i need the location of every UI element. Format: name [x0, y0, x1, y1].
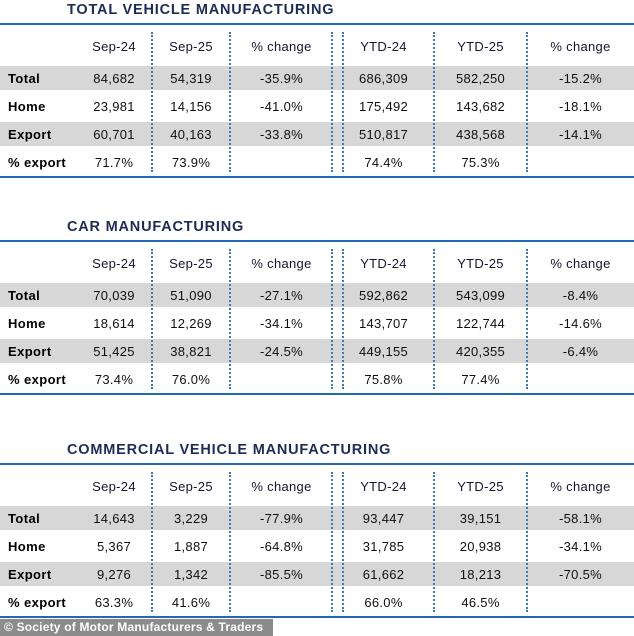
table-row-home: [0, 311, 634, 335]
cell: 84,682: [93, 70, 135, 86]
cell: -27.1%: [260, 287, 303, 303]
cell: 61,662: [362, 566, 405, 582]
cell: 1,887: [173, 538, 209, 554]
table-row-pct-export: [0, 590, 634, 614]
table-row-total: [0, 283, 634, 307]
table-bottom-line: [0, 616, 634, 618]
cell: 77.4%: [461, 371, 500, 387]
row-label: Home: [8, 538, 46, 554]
column-header-ytd24: YTD-24: [360, 38, 407, 54]
data-grid: [0, 472, 634, 614]
column-header-pct-change-ytd: % change: [550, 478, 611, 494]
cell: 686,309: [358, 70, 409, 86]
cell: 60,701: [93, 126, 135, 142]
cell: -41.0%: [260, 98, 303, 114]
row-label: % export: [8, 594, 67, 610]
cell: -18.1%: [559, 98, 602, 114]
cell: 40,163: [170, 126, 212, 142]
cell: 41.6%: [171, 594, 211, 610]
cell: 592,862: [358, 287, 409, 303]
column-header-sep24: Sep-24: [92, 38, 136, 54]
table-row-total: [0, 66, 634, 90]
table-row-total: [0, 506, 634, 530]
cell: -34.1%: [260, 315, 303, 331]
cell: -6.4%: [562, 343, 599, 359]
cell: 73.4%: [94, 371, 134, 387]
column-header-sep25: Sep-25: [169, 478, 213, 494]
cell: -35.9%: [260, 70, 303, 86]
cell: -70.5%: [559, 566, 602, 582]
cell: 54,319: [170, 70, 212, 86]
row-label: Export: [8, 343, 52, 359]
cell: 70,039: [93, 287, 135, 303]
cell: 122,744: [455, 315, 506, 331]
cell: 143,707: [358, 315, 409, 331]
cell: 73.9%: [171, 154, 211, 170]
cell: 71.7%: [94, 154, 134, 170]
table-bottom-line: [0, 393, 634, 395]
title-underline: [0, 23, 634, 25]
column-header-pct-change-month: % change: [251, 478, 312, 494]
column-header-ytd25: YTD-25: [457, 478, 504, 494]
credit-bar: [0, 619, 273, 636]
column-header-sep25: Sep-25: [169, 38, 213, 54]
table-title: COMMERCIAL VEHICLE MANUFACTURING: [67, 442, 392, 458]
row-label: % export: [8, 371, 67, 387]
cell: 143,682: [455, 98, 506, 114]
row-label: % export: [8, 154, 67, 170]
cell: -8.4%: [562, 287, 599, 303]
cell: 14,643: [93, 510, 135, 526]
cell: 46.5%: [461, 594, 500, 610]
cell: 420,355: [455, 343, 506, 359]
cell: 1,342: [173, 566, 209, 582]
table-section-total-vehicle: [0, 0, 634, 178]
table-row-export: [0, 339, 634, 363]
credit-text: © Society of Motor Manufacturers & Traders: [4, 620, 264, 634]
cell: 18,213: [459, 566, 502, 582]
cell: 582,250: [455, 70, 506, 86]
cell: 23,981: [93, 98, 135, 114]
cell: -64.8%: [260, 538, 303, 554]
cell: 543,099: [455, 287, 506, 303]
cell: 31,785: [362, 538, 405, 554]
header-row: [0, 32, 634, 60]
cell: 20,938: [459, 538, 502, 554]
header-row: [0, 249, 634, 277]
column-header-ytd24: YTD-24: [360, 255, 407, 271]
cell: 38,821: [170, 343, 212, 359]
table-row-home: [0, 534, 634, 558]
column-header-pct-change-month: % change: [251, 255, 312, 271]
table-bottom-line: [0, 176, 634, 178]
data-grid: [0, 32, 634, 174]
column-header-sep24: Sep-24: [92, 255, 136, 271]
cell: -34.1%: [559, 538, 602, 554]
table-title: CAR MANUFACTURING: [67, 219, 245, 235]
row-label: Total: [8, 70, 41, 86]
cell: 51,090: [170, 287, 212, 303]
cell: 175,492: [358, 98, 409, 114]
data-grid: [0, 249, 634, 391]
cell: 438,568: [455, 126, 506, 142]
cell: -58.1%: [559, 510, 602, 526]
cell: 39,151: [459, 510, 502, 526]
cell: 12,269: [170, 315, 212, 331]
row-label: Total: [8, 510, 41, 526]
cell: 63.3%: [94, 594, 134, 610]
cell: 51,425: [93, 343, 135, 359]
column-header-pct-change-month: % change: [251, 38, 312, 54]
table-row-export: [0, 562, 634, 586]
row-label: Home: [8, 315, 46, 331]
table-row-pct-export: [0, 367, 634, 391]
table-section-commercial-vehicle: [0, 440, 634, 618]
cell: -77.9%: [260, 510, 303, 526]
header-row: [0, 472, 634, 500]
column-header-sep25: Sep-25: [169, 255, 213, 271]
table-row-pct-export: [0, 150, 634, 174]
cell: 14,156: [170, 98, 212, 114]
table-section-car: [0, 217, 634, 395]
cell: -14.6%: [559, 315, 602, 331]
title-underline: [0, 240, 634, 242]
column-header-ytd24: YTD-24: [360, 478, 407, 494]
cell: -24.5%: [260, 343, 303, 359]
row-label: Export: [8, 566, 52, 582]
table-row-home: [0, 94, 634, 118]
row-label: Home: [8, 98, 46, 114]
cell: 9,276: [96, 566, 132, 582]
cell: -85.5%: [260, 566, 303, 582]
cell: 75.8%: [364, 371, 403, 387]
column-header-ytd25: YTD-25: [457, 38, 504, 54]
cell: 66.0%: [364, 594, 403, 610]
column-header-sep24: Sep-24: [92, 478, 136, 494]
cell: 93,447: [362, 510, 405, 526]
cell: -15.2%: [559, 70, 602, 86]
cell: 5,367: [96, 538, 132, 554]
cell: -33.8%: [260, 126, 303, 142]
cell: 3,229: [173, 510, 209, 526]
table-row-export: [0, 122, 634, 146]
cell: 510,817: [358, 126, 409, 142]
row-label: Total: [8, 287, 41, 303]
column-header-pct-change-ytd: % change: [550, 255, 611, 271]
cell: 76.0%: [171, 371, 211, 387]
cell: 74.4%: [364, 154, 403, 170]
cell: 449,155: [358, 343, 409, 359]
title-underline: [0, 463, 634, 465]
column-header-ytd25: YTD-25: [457, 255, 504, 271]
table-title: TOTAL VEHICLE MANUFACTURING: [67, 2, 335, 18]
cell: 75.3%: [461, 154, 500, 170]
column-header-pct-change-ytd: % change: [550, 38, 611, 54]
cell: 18,614: [93, 315, 135, 331]
row-label: Export: [8, 126, 52, 142]
cell: -14.1%: [559, 126, 602, 142]
